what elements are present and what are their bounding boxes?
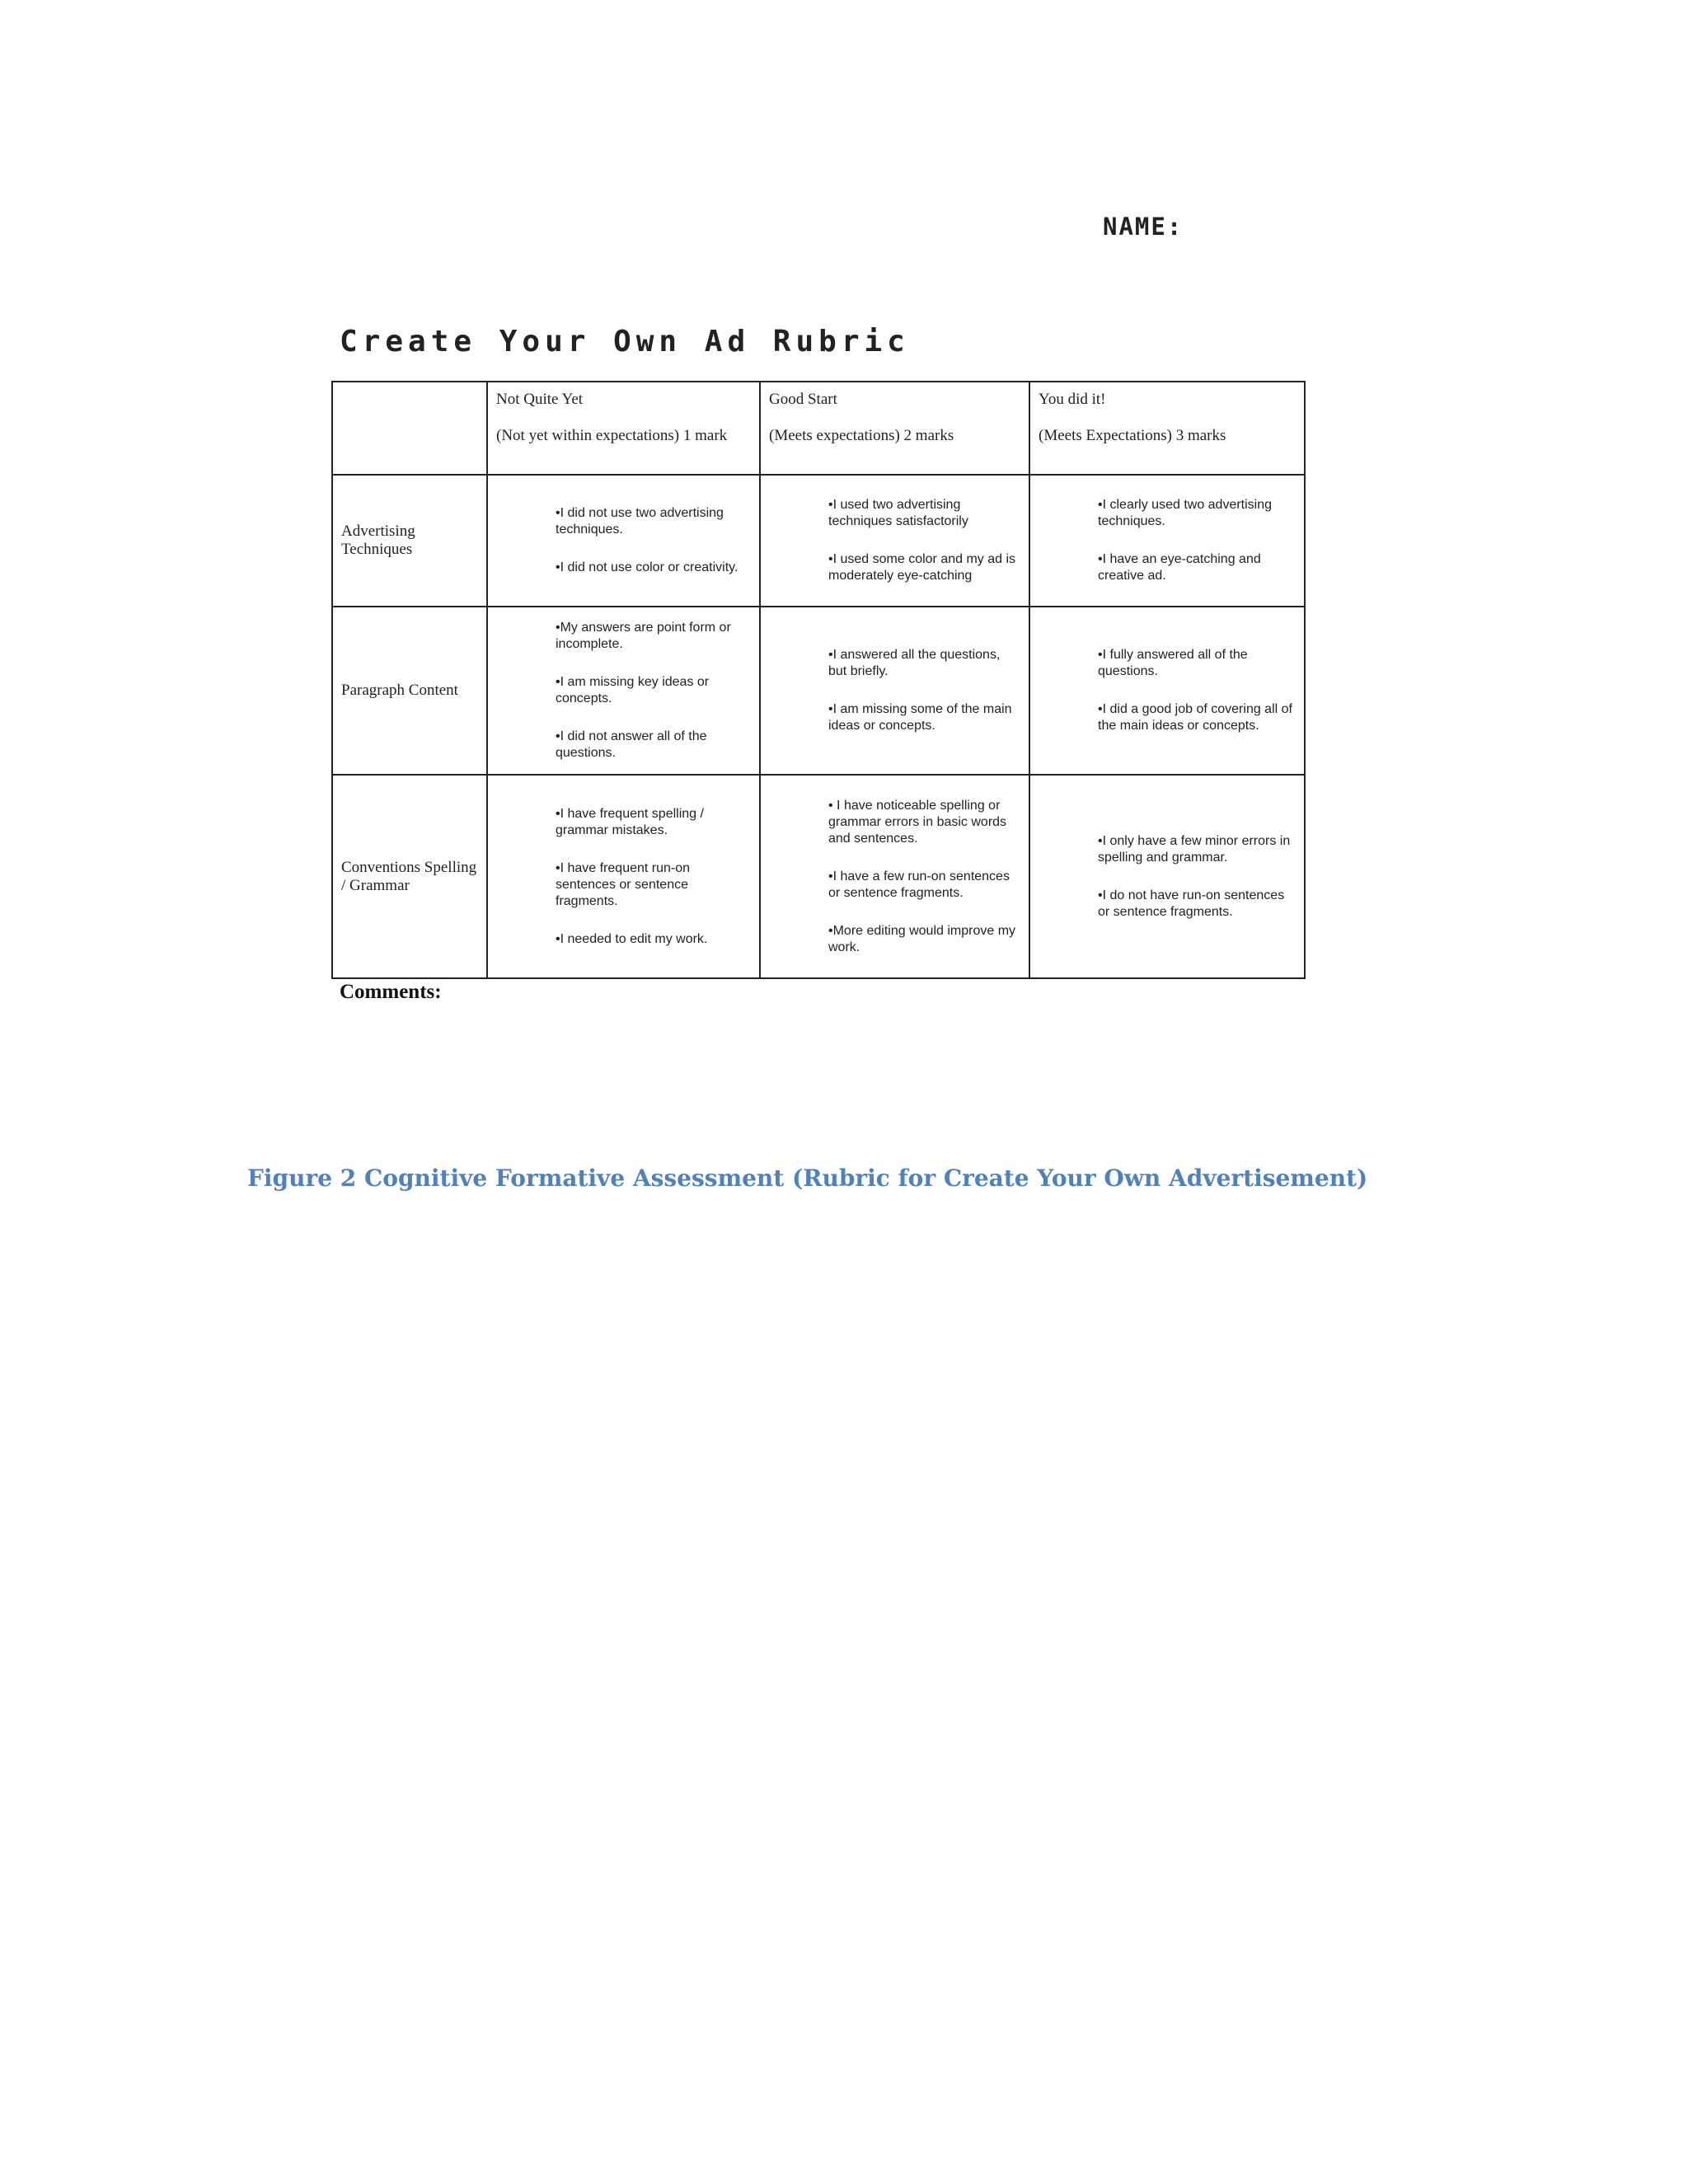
criterion-item: • I have noticeable spelling or grammar errors in basic words and sentences. xyxy=(828,798,1007,846)
row-label: Paragraph Content xyxy=(332,607,487,775)
criterion-item: •I clearly used two advertising techniques. xyxy=(1098,498,1273,528)
level-name: Not Quite Yet xyxy=(496,391,584,408)
criterion-item: •I have frequent spelling / grammar mistakes. xyxy=(556,806,704,837)
comments-label: Comments: xyxy=(340,981,442,1003)
criterion-item: •I am missing some of the main ideas or concepts. xyxy=(828,702,1012,733)
corner-cell xyxy=(332,382,487,475)
criterion-item: •I only have a few minor errors in spelling and grammar. xyxy=(1098,833,1291,865)
column-header-level-2 xyxy=(760,382,1029,475)
criteria-cell xyxy=(487,475,760,607)
rubric-table xyxy=(331,381,1306,979)
criterion-item: •I needed to edit my work. xyxy=(556,931,708,946)
criterion-item: •I have an eye-catching and creative ad. xyxy=(1098,552,1261,583)
row-label: Conventions Spelling / Grammar xyxy=(332,775,487,978)
row-label: Advertising Techniques xyxy=(332,475,487,607)
rubric-row-paragraph xyxy=(332,607,1305,775)
rubric-row-conventions xyxy=(332,775,1305,978)
criterion-item: •I answered all the questions, but briefly. xyxy=(828,648,1001,678)
criterion-item: •I did not use color or creativity. xyxy=(556,560,738,574)
criteria-cell xyxy=(1029,775,1305,978)
level-description: (Meets expectations) 2 marks xyxy=(769,427,954,444)
criteria-cell xyxy=(1029,607,1305,775)
criterion-item: •I am missing key ideas or concepts. xyxy=(556,675,710,705)
criterion-item: •I did a good job of covering all of the main ideas or concepts. xyxy=(1098,702,1292,733)
level-name: Good Start xyxy=(769,391,837,408)
criterion-item: •More editing would improve my work. xyxy=(828,923,1016,954)
column-header-level-3 xyxy=(1029,382,1305,475)
name-label: NAME: xyxy=(1103,213,1184,241)
criterion-item: •I did not use two advertising techniques. xyxy=(556,506,724,537)
figure-caption: Figure 2 Cognitive Formative Assessment (Rubric for Create Your Own Advertisement) xyxy=(247,1165,1368,1192)
criteria-cell xyxy=(760,607,1029,775)
criteria-cell xyxy=(760,475,1029,607)
criteria-cell xyxy=(760,775,1029,978)
criterion-item: •I used some color and my ad is moderately eye-catching xyxy=(828,552,1016,583)
level-description: (Not yet within expectations) 1 mark xyxy=(496,427,728,444)
criterion-item: •I fully answered all of the questions. xyxy=(1098,648,1248,678)
criteria-cell xyxy=(487,775,760,978)
level-description: (Meets Expectations) 3 marks xyxy=(1039,427,1226,444)
criterion-item: •My answers are point form or incomplete. xyxy=(556,621,731,651)
rubric-title: Create Your Own Ad Rubric xyxy=(340,325,910,359)
criterion-item: •I did not answer all of the questions. xyxy=(556,729,707,760)
rubric-header-row xyxy=(332,382,1305,475)
level-name: You did it! xyxy=(1039,391,1106,408)
criterion-item: •I have a few run-on sentences or sentence fragments. xyxy=(828,869,1010,900)
rubric-row-advertising xyxy=(332,475,1305,607)
criteria-cell xyxy=(1029,475,1305,607)
criterion-item: •I have frequent run-on sentences or sentence fragments. xyxy=(556,860,691,908)
criterion-item: •I do not have run-on sentences or sentence fragments. xyxy=(1098,888,1285,919)
criteria-cell xyxy=(487,607,760,775)
criterion-item: •I used two advertising techniques satisfactorily xyxy=(828,498,968,528)
column-header-level-1 xyxy=(487,382,760,475)
